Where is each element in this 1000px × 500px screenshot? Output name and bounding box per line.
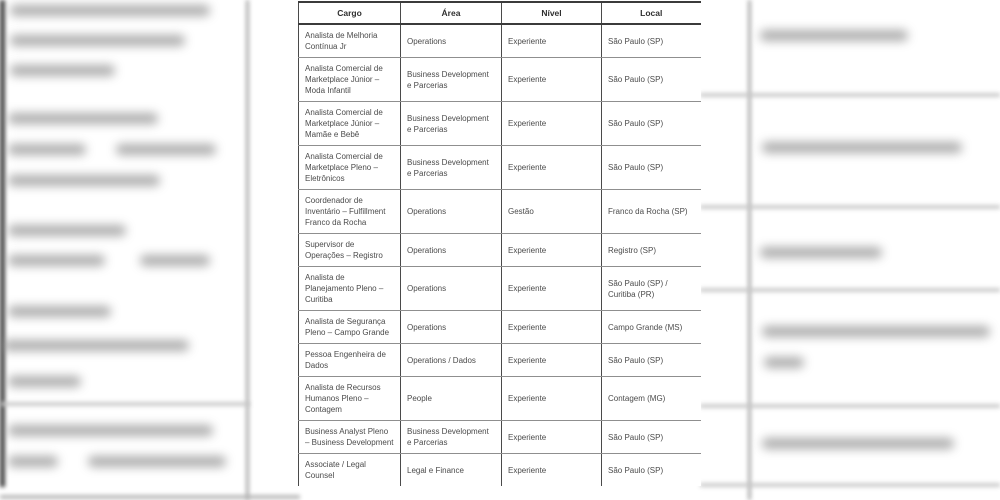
- table-cell-area: Operations: [401, 24, 502, 58]
- table-cell-local: São Paulo (SP): [602, 421, 701, 454]
- table-cell-cargo: Analista de Planejamento Pleno – Curitiba: [299, 267, 401, 311]
- table-cell-area: Business Development e Parcerias: [401, 58, 502, 102]
- blurred-text-line: [8, 255, 105, 266]
- table-cell-nivel: Experiente: [502, 102, 602, 146]
- blurred-row-line: [700, 205, 1000, 209]
- blurred-text-line: [140, 255, 210, 266]
- table-cell-local: São Paulo (SP): [602, 146, 701, 190]
- table-cell-local: São Paulo (SP): [602, 24, 701, 58]
- blurred-text-line: [762, 142, 962, 153]
- blurred-text-line: [764, 357, 804, 368]
- blurred-column-line-left: [246, 0, 249, 500]
- blurred-row-line: [0, 495, 300, 499]
- table-cell-nivel: Experiente: [502, 421, 602, 454]
- table-cell-cargo: Business Analyst Pleno – Business Development: [299, 421, 401, 454]
- blurred-text-line: [8, 425, 213, 436]
- blurred-text-line: [10, 65, 115, 76]
- table-cell-local: Contagem (MG): [602, 377, 701, 421]
- blurred-text-line: [762, 438, 954, 449]
- column-header-nivel: Nível: [502, 2, 602, 24]
- table-cell-local: São Paulo (SP): [602, 102, 701, 146]
- blurred-row-line: [700, 288, 1000, 292]
- table-header-row: [299, 2, 701, 24]
- blurred-text-line: [8, 113, 158, 124]
- table-cell-nivel: Experiente: [502, 58, 602, 102]
- table-cell-nivel: Experiente: [502, 454, 602, 487]
- table-cell-local: São Paulo (SP): [602, 344, 701, 377]
- table-row: [299, 146, 701, 190]
- table-row: [299, 267, 701, 311]
- table-cell-nivel: Gestão: [502, 190, 602, 234]
- table-row: [299, 58, 701, 102]
- table-cell-cargo: Analista Comercial de Marketplace Pleno – Eletrônicos: [299, 146, 401, 190]
- table-cell-nivel: Experiente: [502, 267, 602, 311]
- table-cell-nivel: Experiente: [502, 146, 602, 190]
- table-cell-area: Operations: [401, 234, 502, 267]
- table-cell-area: People: [401, 377, 502, 421]
- table-row: [299, 377, 701, 421]
- blurred-text-line: [8, 225, 126, 236]
- table-cell-cargo: Supervisor de Operações – Registro: [299, 234, 401, 267]
- table-cell-area: Operations: [401, 190, 502, 234]
- table-cell-cargo: Analista Comercial de Marketplace Júnior – Moda Infantil: [299, 58, 401, 102]
- table-row: [299, 234, 701, 267]
- table-row: [299, 102, 701, 146]
- blurred-row-line: [700, 404, 1000, 408]
- table-cell-area: Operations: [401, 267, 502, 311]
- table-cell-cargo: Pessoa Engenheira de Dados: [299, 344, 401, 377]
- blurred-row-line: [700, 93, 1000, 97]
- table-cell-cargo: Associate / Legal Counsel: [299, 454, 401, 487]
- column-header-local: Local: [602, 2, 701, 24]
- table-cell-area: Legal e Finance: [401, 454, 502, 487]
- table-cell-local: São Paulo (SP): [602, 58, 701, 102]
- job-listings-table: [298, 1, 701, 486]
- table-cell-local: Campo Grande (MS): [602, 311, 701, 344]
- table-cell-area: Business Development e Parcerias: [401, 146, 502, 190]
- blurred-text-line: [8, 456, 58, 467]
- table-cell-local: São Paulo (SP): [602, 454, 701, 487]
- table-cell-cargo: Coordenador de Inventário – Fulfillment Franco da Rocha: [299, 190, 401, 234]
- table-cell-area: Business Development e Parcerias: [401, 102, 502, 146]
- column-header-cargo: Cargo: [299, 2, 401, 24]
- table-row: [299, 190, 701, 234]
- blurred-text-line: [8, 175, 160, 186]
- blurred-row-line: [700, 483, 1000, 487]
- table-cell-nivel: Experiente: [502, 24, 602, 58]
- blurred-text-line: [10, 5, 210, 16]
- blurred-row-line: [0, 402, 250, 406]
- table-cell-area: Business Development e Parcerias: [401, 421, 502, 454]
- table-cell-area: Operations / Dados: [401, 344, 502, 377]
- blurred-text-line: [8, 144, 86, 155]
- table-row: [299, 454, 701, 487]
- blurred-page-edge: [0, 0, 5, 487]
- table-cell-cargo: Analista de Segurança Pleno – Campo Grande: [299, 311, 401, 344]
- blurred-text-line: [8, 376, 81, 387]
- table-cell-cargo: Analista Comercial de Marketplace Júnior – Mamãe e Bebê: [299, 102, 401, 146]
- table-cell-local: Franco da Rocha (SP): [602, 190, 701, 234]
- table-cell-nivel: Experiente: [502, 344, 602, 377]
- table-cell-nivel: Experiente: [502, 234, 602, 267]
- blurred-text-line: [88, 456, 226, 467]
- table-cell-cargo: Analista de Melhoria Contínua Jr: [299, 24, 401, 58]
- table-cell-local: São Paulo (SP) / Curitiba (PR): [602, 267, 701, 311]
- table-cell-nivel: Experiente: [502, 311, 602, 344]
- blurred-text-line: [8, 306, 111, 317]
- blurred-text-line: [762, 326, 990, 337]
- table-row: [299, 344, 701, 377]
- table-cell-cargo: Analista de Recursos Humanos Pleno – Contagem: [299, 377, 401, 421]
- table-row: [299, 311, 701, 344]
- blurred-text-line: [10, 35, 185, 46]
- blurred-column-line-right: [748, 0, 751, 500]
- blurred-text-line: [760, 30, 908, 41]
- table-cell-local: Registro (SP): [602, 234, 701, 267]
- column-header-area: Área: [401, 2, 502, 24]
- job-table-body: [299, 24, 701, 486]
- blurred-text-line: [116, 144, 216, 155]
- table-row: [299, 24, 701, 58]
- blurred-text-line: [3, 340, 189, 351]
- table-cell-area: Operations: [401, 311, 502, 344]
- table-cell-nivel: Experiente: [502, 377, 602, 421]
- blurred-text-line: [760, 247, 882, 258]
- table-header: [299, 2, 701, 24]
- table-row: [299, 421, 701, 454]
